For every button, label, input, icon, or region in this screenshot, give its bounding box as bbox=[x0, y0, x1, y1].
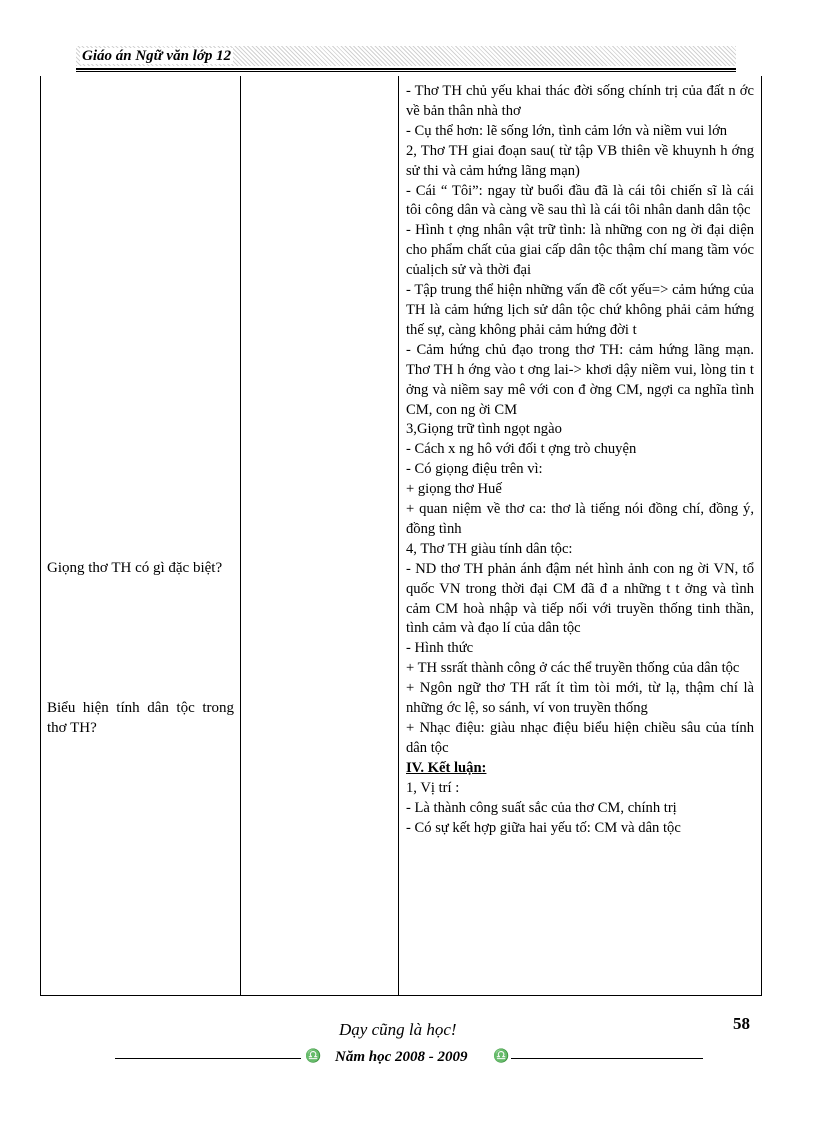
content-paragraph: - Có giọng điệu trên vì: bbox=[406, 461, 543, 478]
question-national-character: Biểu hiện tính dân tộc trong thơ TH? bbox=[47, 700, 234, 736]
question-voice: Giọng thơ TH có gì đặc biệt? bbox=[47, 560, 223, 576]
content-paragraph: - Hình thức bbox=[406, 640, 474, 657]
table-divider-1 bbox=[240, 76, 241, 996]
content-paragraph: 3,Giọng trữ tình ngọt ngào bbox=[406, 421, 562, 438]
content-paragraph: - Tập trung thể hiện những vấn đề cốt yếu=> cảm hứng của TH là cảm hứng lịch sử dân tộc chứ không phải cảm hứng thế sự, càng không phải cảm hứng đời t bbox=[406, 282, 754, 338]
conclusion-heading: IV. Kết luận: bbox=[406, 759, 487, 776]
content-paragraph: - Hình t ợng nhân vật trữ tình: là những con ng ời đại diện cho phẩm chất của giai cấp dân tộc thậm chí mang tầm vóc củalịch sử và thời đại bbox=[406, 222, 754, 279]
content-paragraph: 4, Thơ TH giàu tính dân tộc: bbox=[406, 540, 573, 557]
content-paragraph: 2, Thơ TH giai đoạn sau( từ tập VB thiên về khuynh h ớng sử thi và cảm hứng lãng mạn) bbox=[406, 142, 754, 179]
footer-rule-left bbox=[115, 1058, 301, 1059]
footer-year-row bbox=[115, 1049, 703, 1069]
header-title: Giáo án Ngữ văn lớp 12 bbox=[82, 48, 232, 64]
content-paragraph: - ND thơ TH phản ánh đậm nét hình ảnh con ng ời VN, tổ quốc VN trong thời đại CM đã đ a những t t ởng và tình cảm CM hoà nhập và tiếp nối với truyền thống tinh thần, tình cảm và đạo lí của dân tộc bbox=[406, 560, 754, 637]
content-paragraph: + Ngôn ngữ thơ TH rất ít tìm tòi mới, từ lạ, thậm chí là những ớc lệ, so sánh, ví von truyền thống bbox=[406, 680, 754, 717]
ornament-icon: ♎ bbox=[305, 1048, 322, 1063]
ornament-icon: ♎ bbox=[493, 1048, 510, 1063]
content-paragraph: + Nhạc điệu: giàu nhạc điệu biểu hiện chiều sâu của tính dân tộc bbox=[406, 720, 754, 756]
content-paragraph: - Cảm hứng chủ đạo trong thơ TH: cảm hứng lãng mạn. Thơ TH h ớng vào t ơng lai-> khơi dậy niềm vui, lòng tin t ởng và niềm say mê với con đ ờng CM, ngợi ca nghĩa tình CM, con ng ời CM bbox=[406, 341, 754, 418]
lesson-content bbox=[406, 82, 754, 838]
content-paragraph: - Cách x ng hô với đối t ợng trò chuyện bbox=[406, 441, 637, 458]
content-paragraph: + giọng thơ Huế bbox=[406, 481, 502, 498]
school-year: Năm học 2008 - 2009 bbox=[335, 1049, 468, 1065]
table-bottom-border bbox=[40, 995, 762, 996]
header-rule bbox=[76, 68, 736, 70]
footer-motto: Dạy cũng là học! bbox=[339, 1020, 457, 1039]
footer-rule-right bbox=[511, 1058, 703, 1059]
conclusion-line: - Là thành công suất sắc của thơ CM, chính trị bbox=[406, 799, 677, 816]
content-paragraph: + quan niệm về thơ ca: thơ là tiếng nói đồng chí, đồng ý, đồng tình bbox=[406, 501, 754, 537]
content-paragraph: + TH ssrất thành công ở các thể truyền thống của dân tộc bbox=[406, 660, 740, 677]
conclusion-line: - Có sự kết hợp giữa hai yếu tố: CM và dân tộc bbox=[406, 819, 681, 836]
lesson-table bbox=[40, 76, 762, 996]
table-divider-2 bbox=[398, 76, 399, 996]
conclusion-line: 1, Vị trí : bbox=[406, 779, 460, 796]
page-header bbox=[76, 46, 736, 66]
content-paragraph: - Thơ TH chủ yếu khai thác đời sống chính trị của đất n ớc về bản thân nhà thơ bbox=[406, 83, 754, 119]
table-border-right bbox=[761, 76, 762, 996]
content-paragraph: - Cái “ Tôi”: ngay từ buổi đầu đã là cái tôi chiến sĩ là cái tôi công dân và càng về sau thì là cái tôi nhân danh dân tộc bbox=[406, 182, 754, 219]
page-number: 58 bbox=[733, 1014, 750, 1033]
table-border-left bbox=[40, 76, 41, 996]
header-rule-thin bbox=[76, 71, 736, 72]
content-paragraph: - Cụ thể hơn: lẽ sống lớn, tình cảm lớn và niềm vui lớn bbox=[406, 122, 728, 139]
